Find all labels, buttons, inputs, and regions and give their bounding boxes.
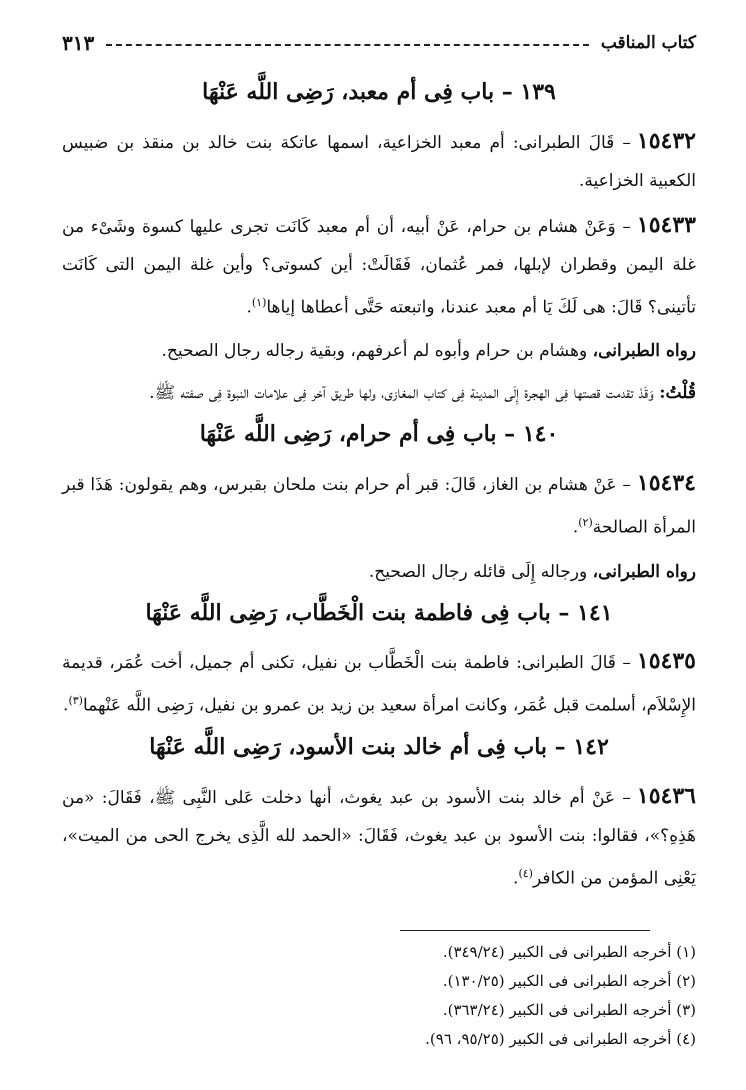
hadith-number: ١٥٤٣٢ bbox=[636, 127, 696, 154]
hadith-text: – وَعَنْ هشام بن حرام، عَنْ أبيه، أن أم معبد كَانَت تجرى عليها كسوة وشَىْء من غلة اليمن وقطران لإبلها، فمر عُثمان، فَقَالَتْ: أين كسوتى؟ وأين غلة اليمن التى كَانَت تأتينى؟ قَالَ: هى لَكَ يَا أم معبد عندنا، واتبعته حَتَّى أعطاها إياها bbox=[62, 216, 696, 318]
footnote: (٤) أخرجه الطبرانى فى الكبير (٩٥/٢٥، ٩٦). bbox=[425, 1030, 696, 1048]
note-text: وَقَدْ تقدمت قصتها فِى الهجرة إِلَى المدينة فِى كتاب المغازى، ولها طريق آخر فِى علامات النبوة فِى صفته ﷺ. bbox=[149, 383, 660, 404]
hadith-number: ١٥٤٣٣ bbox=[636, 211, 696, 238]
narration-note bbox=[62, 374, 696, 412]
hadith-entry: ١٥٤٣٦– عَنْ أم خالد بنت الأسود بن عبد يغوث، أنها دخلت عَلى النَّبِى ﷺ، فَقَالَ: «من هَذِهِ؟»، فقالوا: بنت الأسود بن عبد يغوث، فَقَالَ: «الحمد لله الَّذِى يخرج الحى من الميت»، يَعْنِى المؤمن من الكافر$^{(٤)}$. bbox=[62, 782, 696, 889]
hadith-entry bbox=[62, 122, 696, 200]
footnote-ref: (٣) bbox=[68, 694, 83, 708]
note-text: ورجاله إِلَى قائله رجال الصحيح. bbox=[368, 561, 593, 582]
footnote: (٢) أخرجه الطبرانى فى الكبير (١٣٠/٢٥). bbox=[442, 972, 696, 990]
footnote-separator bbox=[400, 930, 650, 931]
footnote-ref: (٤) bbox=[518, 866, 533, 880]
note-lead: رواه الطبرانى، bbox=[592, 341, 696, 362]
chapter-heading: ١٣٩ – باب فِى أم معبد، رَضِى اللَّه عَنْهَا bbox=[202, 79, 556, 105]
running-head-title: كتاب المناقب bbox=[600, 33, 696, 53]
footnotes bbox=[62, 938, 696, 1054]
narration-note bbox=[62, 332, 696, 370]
hadith-text: – عَنْ هشام بن الغاز، قَالَ: قبر أم حرام بنت ملحان بقبرس، وهم يقولون: هَذَا قبر المرأة الصالحة bbox=[62, 475, 696, 538]
chapter-heading: ١٤٢ – باب فِى أم خالد بنت الأسود، رَضِى اللَّه عَنْهَا bbox=[149, 734, 609, 761]
hadith-number: ١٥٤٣٤ bbox=[636, 470, 696, 497]
hadith-text: – قَالَ الطبرانى: أم معبد الخزاعية، اسمها عاتكة بنت خالد بن منقذ بن ضبيس الكعبية الخزاعية. bbox=[62, 132, 696, 191]
running-head-rule bbox=[106, 44, 589, 46]
page-body bbox=[62, 70, 696, 903]
footnote-ref: (٢) bbox=[578, 516, 593, 530]
footnote: (٣) أخرجه الطبرانى فى الكبير (٣٦٣/٢٤). bbox=[442, 1001, 696, 1019]
note-lead: قُلْتُ: bbox=[659, 383, 696, 404]
hadith-text: – عَنْ أم خالد بنت الأسود بن عبد يغوث، أنها دخلت عَلى النَّبِى ﷺ، فَقَالَ: «من هَذِهِ؟»، فقالوا: بنت الأسود بن عبد يغوث، فَقَالَ: «الحمد لله الَّذِى يخرج الحى من الميت»، يَعْنِى المؤمن من الكافر bbox=[62, 787, 696, 889]
running-head bbox=[62, 30, 696, 56]
note-lead: رواه الطبرانى، bbox=[592, 561, 696, 582]
footnote: (١) أخرجه الطبرانى فى الكبير (٣٤٩/٢٤). bbox=[442, 943, 696, 961]
chapter-heading: ١٤١ – باب فِى فاطمة بنت الْخَطَّاب، رَضِى اللَّه عَنْهَا bbox=[145, 599, 613, 626]
footnote-ref: (١) bbox=[251, 295, 267, 309]
hadith-entry: ١٥٤٣٥– قَالَ الطبرانى: فاطمة بنت الْخَطَّاب بن نفيل، تكنى أم جميل، أخت عُمَر، قديمة الإِسْلاَم، أسلمت قبل عُمَر، وكانت امرأة سعيد بن زيد بن عمرو بن نفيل، رَضِى اللَّه عَنْهما$^{(٣)}$. bbox=[62, 648, 696, 717]
hadith-number: ١٥٤٣٥ bbox=[636, 648, 696, 675]
hadith-text: – قَالَ الطبرانى: فاطمة بنت الْخَطَّاب بن نفيل، تكنى أم جميل، أخت عُمَر، قديمة الإِسْلاَم، أسلمت قبل عُمَر، وكانت امرأة سعيد بن زيد بن عمرو بن نفيل، رَضِى اللَّه عَنْهما bbox=[62, 653, 696, 717]
hadith-entry: ١٥٤٣٣– وَعَنْ هشام بن حرام، عَنْ أبيه، أن أم معبد كَانَت تجرى عليها كسوة وشَىْء من غلة اليمن وقطران لإبلها، فمر عُثمان، فَقَالَتْ: أين كسوتى؟ وأين غلة اليمن التى كَانَت تأتينى؟ قَالَ: هى لَكَ يَا أم معبد عندنا، واتبعته حَتَّى أعطاها إياها$^{(١)}$. bbox=[62, 211, 696, 318]
narration-note bbox=[62, 553, 696, 591]
note-text: وهشام بن حرام وأبوه لم أعرفهم، وبقية رجاله رجال الصحيح. bbox=[161, 341, 593, 362]
chapter-heading: ١٤٠ – باب فِى أم حرام، رَضِى اللَّه عَنْهَا bbox=[199, 421, 559, 448]
page-number: ٣١٣ bbox=[62, 31, 95, 55]
hadith-entry: ١٥٤٣٤– عَنْ هشام بن الغاز، قَالَ: قبر أم حرام بنت ملحان بقبرس، وهم يقولون: هَذَا قبر المرأة الصالحة$^{(٢)}$. bbox=[62, 470, 696, 538]
hadith-number: ١٥٤٣٦ bbox=[636, 782, 696, 809]
